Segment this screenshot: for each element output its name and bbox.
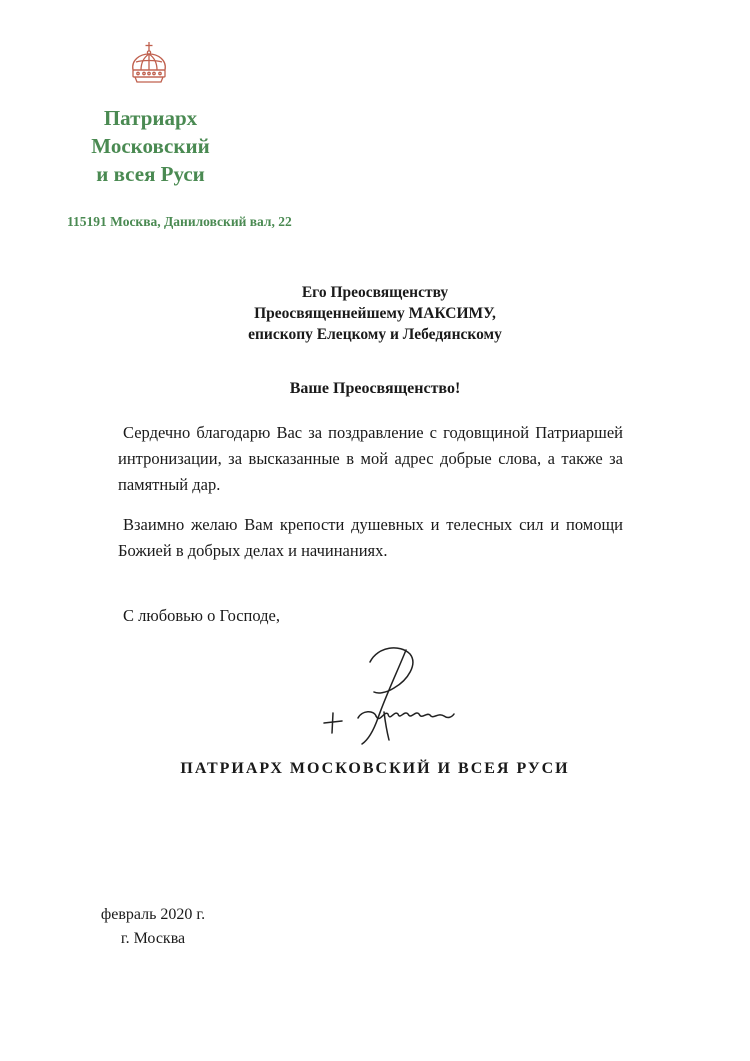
letterhead-address: 115191 Москва, Даниловский вал, 22 xyxy=(67,214,292,229)
body-paragraph: Взаимно желаю Вам крепости душевных и телесных сил и помощи Божией в добрых делах и начинаниях. xyxy=(118,515,623,560)
handwritten-signature xyxy=(318,640,468,755)
greeting: Ваше Преосвященство! xyxy=(289,380,461,397)
letterhead-title-line: и всея Руси xyxy=(96,162,205,186)
letter-date: февраль 2020 г. xyxy=(100,906,206,923)
recipient-block xyxy=(150,282,600,345)
letterhead-title-line: Московский xyxy=(91,134,210,158)
patriarchal-crown-icon xyxy=(126,40,172,86)
recipient-line: Преосвященнейшему МАКСИМУ, xyxy=(254,305,496,322)
recipient-line: Его Преосвященству xyxy=(301,284,449,301)
letterhead-title-line: Патриарх xyxy=(103,106,198,130)
letter-city: г. Москва xyxy=(120,930,186,947)
letterhead-title xyxy=(78,104,223,188)
signatory-title: ПАТРИАРХ МОСКОВСКИЙ И ВСЕЯ РУСИ xyxy=(180,760,570,777)
closing-phrase: С любовью о Господе, xyxy=(123,606,280,625)
recipient-line: епископу Елецкому и Лебедянскому xyxy=(248,326,502,343)
body-paragraph: Сердечно благодарю Вас за поздравление с годовщиной Патриаршей интронизации, за высказанные в мой адрес добрые слова, а также за памятный дар. xyxy=(118,423,623,494)
